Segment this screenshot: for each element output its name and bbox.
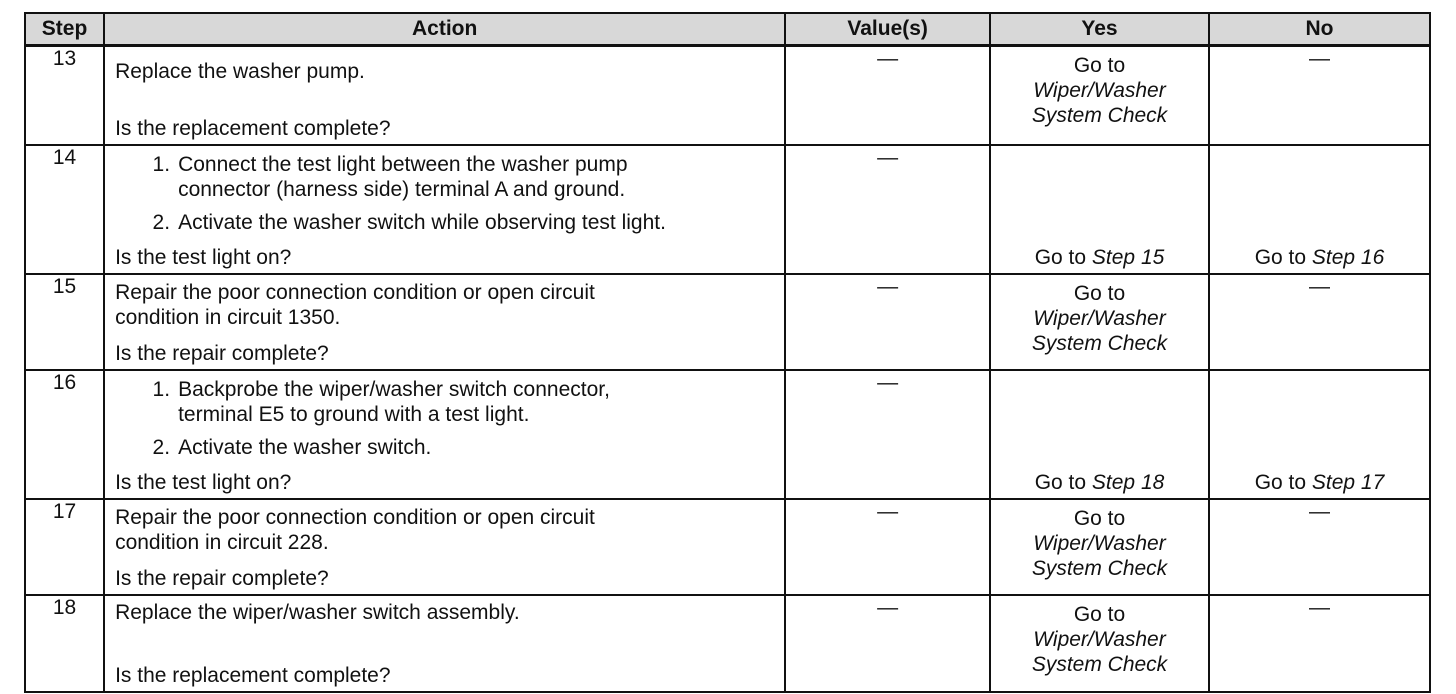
step-number: 14: [25, 145, 104, 274]
value-cell: —: [785, 145, 990, 274]
table-row: [25, 274, 1430, 370]
action-text: Replace the washer pump.: [115, 60, 365, 83]
action-question: Is the repair complete?: [115, 567, 329, 590]
action-cell: [104, 499, 785, 595]
header-no: No: [1209, 13, 1430, 46]
yes-goto-link[interactable]: Step 15: [1091, 246, 1165, 269]
yes-goto-link[interactable]: System Check: [1031, 332, 1168, 355]
value-cell: —: [785, 595, 990, 692]
yes-cell: [990, 145, 1209, 274]
yes-goto-link[interactable]: Wiper/Washer: [1033, 79, 1166, 102]
step-number: 18: [25, 595, 104, 692]
yes-goto-link[interactable]: Wiper/Washer: [1033, 532, 1166, 555]
step-number: 16: [25, 370, 104, 499]
no-cell: —: [1209, 274, 1430, 370]
no-goto-link[interactable]: Step 16: [1311, 246, 1385, 269]
table-row: [25, 145, 1430, 274]
diagnostic-table: [24, 12, 1431, 693]
list-item: 2. Activate the washer switch while observing test light.: [152, 211, 666, 234]
action-text: condition in circuit 1350.: [115, 306, 341, 329]
list-item: 1. Connect the test light between the washer pump connector (harness side) terminal A and ground.: [152, 153, 628, 201]
value-cell: —: [785, 499, 990, 595]
yes-goto-link[interactable]: System Check: [1031, 104, 1168, 127]
yes-goto-label: Go to: [1073, 282, 1126, 305]
yes-cell: [990, 370, 1209, 499]
action-text: condition in circuit 228.: [115, 531, 329, 554]
action-question: Is the test light on?: [115, 246, 292, 269]
yes-cell: [990, 274, 1209, 370]
no-cell: [1209, 370, 1430, 499]
header-values: Value(s): [785, 13, 990, 46]
header-step: Step: [25, 13, 104, 46]
yes-cell: [990, 499, 1209, 595]
yes-cell: [990, 46, 1209, 146]
action-cell: [104, 274, 785, 370]
table-row: [25, 370, 1430, 499]
list-item: 2. Activate the washer switch.: [152, 436, 432, 459]
value-cell: —: [785, 274, 990, 370]
yes-goto-label: Go to: [1073, 603, 1126, 626]
yes-goto-label: Go to: [1073, 54, 1126, 77]
step-number: 13: [25, 46, 104, 146]
yes-goto-link[interactable]: Wiper/Washer: [1033, 307, 1166, 330]
header-row: [25, 13, 1430, 46]
action-question: Is the repair complete?: [115, 342, 329, 365]
no-goto-label: Go to: [1254, 471, 1312, 494]
no-cell: —: [1209, 499, 1430, 595]
yes-goto-label: Go to: [1034, 246, 1092, 269]
yes-goto-link[interactable]: System Check: [1031, 557, 1168, 580]
action-text: Repair the poor connection condition or open circuit: [115, 506, 595, 529]
action-text: Repair the poor connection condition or open circuit: [115, 281, 595, 304]
header-action: Action: [104, 13, 785, 46]
yes-goto-label: Go to: [1034, 471, 1092, 494]
value-cell: —: [785, 46, 990, 146]
action-cell: [104, 46, 785, 146]
value-cell: —: [785, 370, 990, 499]
header-yes: Yes: [990, 13, 1209, 46]
yes-cell: [990, 595, 1209, 692]
action-text: Replace the wiper/washer switch assembly.: [115, 601, 520, 624]
action-question: Is the test light on?: [115, 471, 292, 494]
action-cell: [104, 145, 785, 274]
table-row: [25, 595, 1430, 692]
table-row: [25, 46, 1430, 146]
no-cell: —: [1209, 595, 1430, 692]
action-question: Is the replacement complete?: [115, 117, 391, 140]
no-cell: [1209, 145, 1430, 274]
no-goto-link[interactable]: Step 17: [1311, 471, 1385, 494]
table-row: [25, 499, 1430, 595]
yes-goto-label: Go to: [1073, 507, 1126, 530]
action-cell: [104, 595, 785, 692]
no-goto-label: Go to: [1254, 246, 1312, 269]
yes-goto-link[interactable]: Wiper/Washer: [1033, 628, 1166, 651]
no-cell: —: [1209, 46, 1430, 146]
list-item: 1. Backprobe the wiper/washer switch connector, terminal E5 to ground with a test light.: [152, 378, 610, 426]
step-number: 17: [25, 499, 104, 595]
action-cell: [104, 370, 785, 499]
yes-goto-link[interactable]: System Check: [1031, 653, 1168, 676]
action-question: Is the replacement complete?: [115, 664, 391, 687]
step-number: 15: [25, 274, 104, 370]
yes-goto-link[interactable]: Step 18: [1091, 471, 1165, 494]
